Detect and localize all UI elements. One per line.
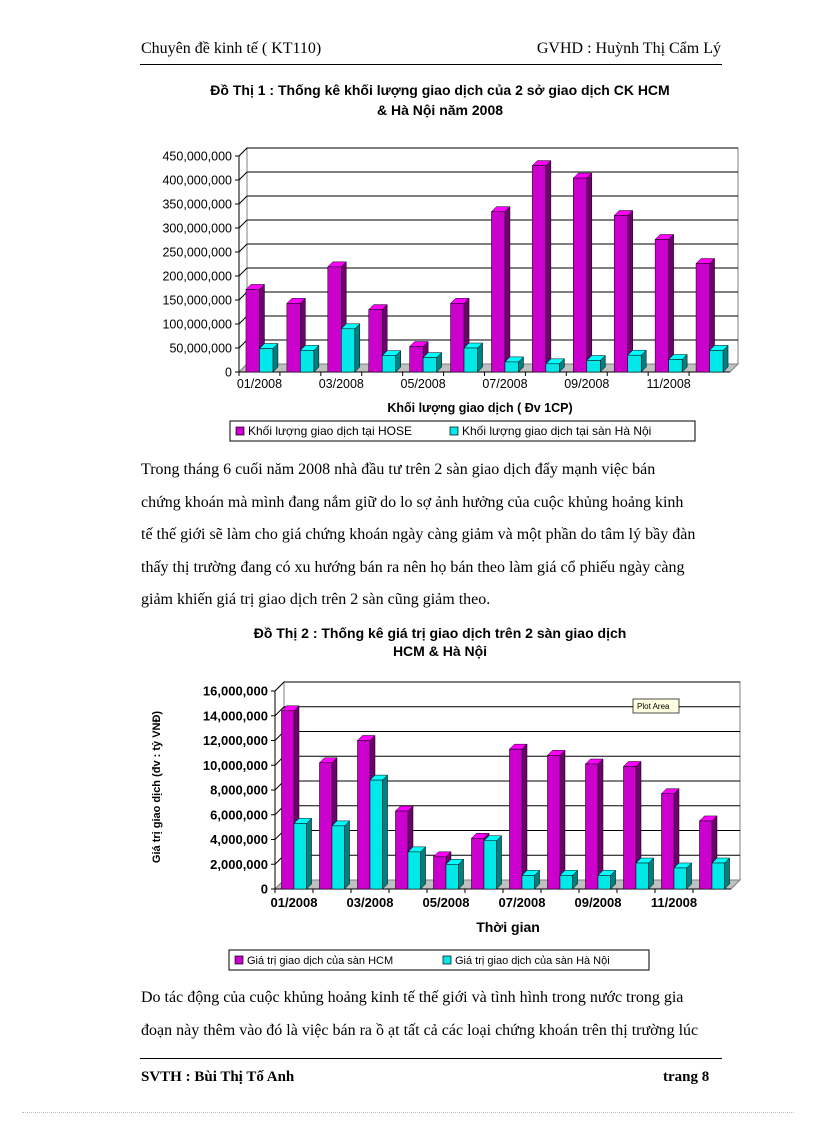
y-tick-label: 200,000,000 bbox=[162, 269, 232, 284]
y-tick-label: 16,000,000 bbox=[202, 683, 268, 699]
text-line: thấy thị trường đang có xu hướng bán ra nên họ bán theo làm giá cổ phiếu ngày càng bbox=[141, 558, 685, 576]
bar-hcm bbox=[357, 741, 370, 890]
header-course: Chuyên đề kinh tế ( KT110) bbox=[141, 40, 322, 57]
chart1-title-line: Đồ Thị 1 : Thống kê khối lượng giao dịch của 2 sở giao dịch CK HCM bbox=[210, 82, 670, 98]
footer-author: SVTH : Bùi Thị Tố Anh bbox=[141, 1069, 295, 1085]
text-line: đoạn này thêm vào đó là việc bán ra ồ ạt tất cả các loại chứng khoán trên thị trường lúc bbox=[141, 1021, 699, 1039]
x-axis-title: Khối lượng giao dịch ( Đv 1CP) bbox=[387, 401, 573, 415]
x-tick-label: 07/2008 bbox=[482, 377, 528, 391]
chart1-title-line: & Hà Nội năm 2008 bbox=[376, 102, 504, 118]
x-tick-label: 03/2008 bbox=[346, 895, 394, 910]
bar-hn bbox=[370, 780, 383, 889]
bar-hn bbox=[674, 868, 687, 889]
y-tick-label: 0 bbox=[225, 365, 232, 380]
bar-hcm bbox=[699, 821, 712, 889]
text-line: giảm khiến giá trị giao dịch trên 2 sàn cũng giảm theo. bbox=[141, 591, 491, 608]
legend-label: Giá trị giao dịch của sàn HCM bbox=[247, 955, 394, 967]
y-tick-label: 250,000,000 bbox=[162, 245, 232, 260]
bar-hn bbox=[712, 863, 725, 889]
bar-hcm bbox=[471, 838, 484, 889]
x-axis-title: Thời gian bbox=[476, 919, 540, 935]
legend-label: Khối lượng giao dịch tại HOSE bbox=[248, 424, 412, 438]
y-tick-label: 450,000,000 bbox=[162, 149, 232, 164]
bar-hn-side bbox=[345, 821, 350, 889]
page-edge bbox=[22, 1112, 794, 1113]
bar-hn bbox=[484, 841, 497, 889]
x-tick-label: 09/2008 bbox=[574, 895, 622, 910]
text-line: Do tác động của cuộc khủng hoảng kinh tế thế giới và tình hình trong nước trong gia bbox=[141, 989, 684, 1006]
y-tick-label: 100,000,000 bbox=[162, 317, 232, 332]
x-tick-label: 03/2008 bbox=[318, 377, 364, 391]
legend-swatch bbox=[235, 956, 243, 964]
x-tick-label: 01/2008 bbox=[270, 895, 318, 910]
bar-hcm-side bbox=[522, 744, 527, 889]
page-number: trang 8 bbox=[663, 1069, 710, 1085]
text-line: chứng khoán mà mình đang nắm giữ do lo sợ ảnh hưởng của cuộc khủng hoảng kinh bbox=[141, 493, 684, 511]
y-tick-label: 6,000,000 bbox=[210, 807, 268, 823]
y-axis-title: Giá trị giao dịch (đv : tỷ VNĐ) bbox=[151, 710, 163, 864]
y-tick-label: 4,000,000 bbox=[210, 832, 268, 847]
bar-hn-side bbox=[307, 818, 312, 889]
bar-hn bbox=[522, 875, 535, 889]
bar-hn-side bbox=[421, 847, 426, 889]
chart2-title-line: HCM & Hà Nội bbox=[392, 643, 488, 659]
x-tick-label: 09/2008 bbox=[564, 377, 610, 391]
bar-hcm bbox=[509, 749, 522, 889]
bar-hn bbox=[332, 826, 345, 889]
y-tick-label: 14,000,000 bbox=[202, 708, 268, 724]
text-line: Trong tháng 6 cuối năm 2008 nhà đầu tư trên 2 sàn giao dịch đẩy mạnh việc bán bbox=[141, 461, 656, 478]
bar-hcm bbox=[433, 857, 446, 889]
bar-hn-side bbox=[383, 775, 388, 889]
y-tick-label: 400,000,000 bbox=[162, 173, 232, 188]
bar-hcm bbox=[661, 794, 674, 889]
paragraph-2 bbox=[141, 982, 741, 1047]
bar-hcm bbox=[585, 764, 598, 889]
legend-label: Khối lượng giao dịch tại sàn Hà Nội bbox=[462, 424, 652, 438]
bar-hcm bbox=[281, 711, 294, 889]
x-tick-label: 11/2008 bbox=[650, 895, 698, 910]
chart2-title-line: Đồ Thị 2 : Thống kê giá trị giao dịch trên 2 sàn giao dịch bbox=[253, 625, 627, 641]
y-tick-label: 150,000,000 bbox=[162, 293, 232, 308]
y-tick-label: 10,000,000 bbox=[202, 757, 268, 773]
x-tick-label: 01/2008 bbox=[236, 377, 283, 391]
bar-hn-side bbox=[725, 858, 730, 889]
text-line: tế thế giới sẽ làm cho giá chứng khoán ngày càng giảm và một phần do tâm lý bầy đàn bbox=[141, 526, 696, 543]
bar-hn bbox=[446, 864, 459, 889]
bar-hn bbox=[598, 875, 611, 889]
y-tick-label: 300,000,000 bbox=[162, 221, 232, 236]
y-tick-label: 50,000,000 bbox=[169, 341, 232, 356]
y-tick-label: 2,000,000 bbox=[210, 856, 268, 872]
y-tick-label: 0 bbox=[260, 881, 268, 897]
bar-hn bbox=[636, 863, 649, 889]
bar-hcm bbox=[547, 755, 560, 889]
y-tick-label: 12,000,000 bbox=[202, 733, 268, 748]
bar-hcm bbox=[395, 811, 408, 889]
bar-hcm-side bbox=[598, 759, 603, 889]
bar-hn-side bbox=[649, 858, 654, 889]
x-tick-label: 05/2008 bbox=[400, 377, 446, 391]
x-tick-label: 07/2008 bbox=[498, 895, 546, 910]
bar-hcm bbox=[319, 763, 332, 889]
header-advisor: GVHD : Huỳnh Thị Cẩm Lý bbox=[536, 40, 721, 57]
bar-hn bbox=[294, 823, 307, 889]
bar-hn bbox=[408, 852, 421, 889]
legend-label: Giá trị giao dịch của sàn Hà Nội bbox=[455, 955, 610, 967]
y-tick-label: 8,000,000 bbox=[210, 782, 268, 798]
x-tick-label: 05/2008 bbox=[422, 895, 470, 910]
bar-hn-side bbox=[497, 836, 502, 889]
plot-area-tooltip: Plot Area bbox=[637, 702, 670, 711]
bar-hcm-side bbox=[560, 750, 565, 889]
bar-hn bbox=[560, 875, 573, 889]
bar-hcm bbox=[623, 766, 636, 889]
y-tick-label: 350,000,000 bbox=[162, 197, 232, 212]
x-tick-label: 11/2008 bbox=[646, 377, 691, 391]
footer-rule bbox=[140, 1058, 722, 1059]
legend-swatch bbox=[443, 956, 451, 964]
